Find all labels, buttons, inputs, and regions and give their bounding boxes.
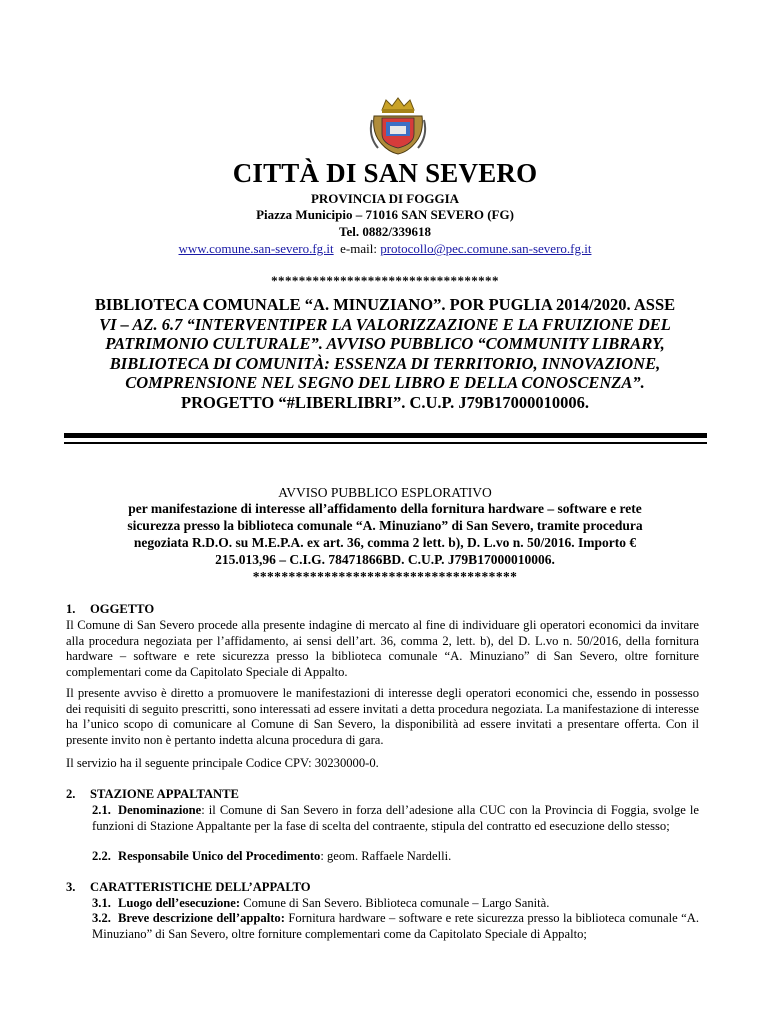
avviso-line-4: 215.013,96 – C.I.G. 78471866BD. C.U.P. J79B17000010006. — [215, 552, 555, 567]
project-title-line-5: COMPRENSIONE NEL SEGNO DEL LIBRO E DELLA CONOSCENZA”. — [125, 373, 645, 393]
section-2-item-2 — [92, 849, 699, 865]
section-3-heading — [66, 880, 311, 895]
divider-thin — [64, 442, 707, 444]
avviso-line-1: per manifestazione di interesse all’affidamento della fornitura hardware – software e rete — [128, 501, 642, 516]
city-name: CITTÀ DI SAN SEVERO — [232, 158, 538, 188]
section-1-title: OGGETTO — [90, 602, 155, 616]
item-number: 2.1. — [92, 803, 111, 817]
section-3-number: 3. — [66, 880, 76, 894]
email-label: e-mail: — [340, 241, 377, 256]
section-1-number: 1. — [66, 602, 76, 616]
project-title-line-6: PROGETTO “#LIBERLIBRI”. C.U.P. J79B17000010006. — [181, 392, 589, 412]
section-1-paragraph-2: Il presente avviso è diretto a promuovere le manifestazioni di interesse degli operatori economici che, essendo in possesso dei requisiti di seguito prescritti, sono interessati ad essere invitati a detta procedura negoziata. La manifestazione di interesse ha l’unico scopo di comunicare al Comune di San Severo, la disponibilità ad essere invitati a presentare offerta. Con il presente invito non è pertanto indetta alcuna procedura di gara. — [66, 686, 699, 747]
address: Piazza Municipio – 71016 SAN SEVERO (FG) — [256, 207, 514, 222]
phone: Tel. 0882/339618 — [339, 224, 431, 239]
item-label: Responsabile Unico del Procedimento — [118, 849, 321, 863]
item-text: : geom. Raffaele Nardelli. — [320, 849, 452, 863]
section-3-title: CARATTERISTICHE DELL’APPALTO — [90, 880, 311, 894]
section-2-number: 2. — [66, 787, 76, 801]
section-2-item-1 — [92, 803, 699, 834]
section-1-paragraph-1: Il Comune di San Severo procede alla presente indagine di mercato al fine di individuare gli operatori economici da invitare alla procedura negoziata per l’affidamento, ai sensi dell’art. 36, comma 2, lett. b), del D. L.vo n. 50/2016, della fornitura hardware – software e rete sicurezza presso la biblioteca comunale “A. Minuziano” di San Severo, oltre forniture complementari come da Capitolato Speciale di Appalto. — [66, 618, 699, 679]
section-2-heading — [66, 787, 239, 802]
section-3-item-1 — [92, 896, 699, 912]
city-crest-icon — [368, 96, 428, 158]
item-number: 3.1. — [92, 896, 111, 910]
item-label: Breve descrizione dell’appalto: — [118, 911, 285, 925]
avviso-body — [60, 500, 710, 585]
website-link[interactable]: www.comune.san-severo.fg.it — [178, 241, 334, 256]
project-title-line-3: PATRIMONIO CULTURALE”. AVVISO PUBBLICO “COMMUNITY LIBRARY, — [105, 334, 665, 354]
avviso-stars: ************************************* — [252, 569, 518, 584]
project-title-line1: BIBLIOTECA COMUNALE “A. MINUZIANO”. POR PUGLIA 2014/2020. ASSE — [94, 295, 676, 314]
section-2-title: STAZIONE APPALTANTE — [90, 787, 239, 801]
item-label: Luogo dell’esecuzione: — [118, 896, 241, 910]
item-label: Denominazione — [118, 803, 202, 817]
avviso-line-2: sicurezza presso la biblioteca comunale “A. Minuziano” di San Severo, tramite procedura — [127, 518, 643, 533]
section-3-item-2 — [92, 911, 699, 942]
avviso-line-3: negoziata R.D.O. su M.E.P.A. ex art. 36, comma 2 lett. b), D. L.vo n. 50/2016. Importo € — [133, 535, 637, 550]
province: PROVINCIA DI FOGGIA — [310, 191, 460, 206]
item-text: Comune di San Severo. Biblioteca comunale – Largo Sanità. — [240, 896, 550, 910]
project-title — [58, 295, 712, 413]
project-title-line-2: VI – AZ. 6.7 “INTERVENTIPER LA VALORIZZAZIONE E LA FRUIZIONE DEL — [99, 314, 671, 334]
email-link[interactable]: protocollo@pec.comune.san-severo.fg.it — [380, 241, 592, 256]
divider-thick — [64, 433, 707, 438]
avviso-title: AVVISO PUBBLICO ESPLORATIVO — [278, 485, 492, 500]
item-number: 3.2. — [92, 911, 111, 925]
project-title-line-1 — [58, 295, 712, 315]
section-1-paragraph-3: Il servizio ha il seguente principale Codice CPV: 30230000-0. — [66, 756, 379, 770]
contact-links — [0, 241, 770, 256]
section-1-heading — [66, 602, 154, 617]
item-number: 2.2. — [92, 849, 111, 863]
item-text: Fornitura hardware – software e rete sicurezza presso la biblioteca comunale “A. Minuziano” di San Severo, oltre forniture complementari come da Capitolato Speciale di Appalto; — [92, 911, 699, 941]
item-text: : il Comune di San Severo in forza dell’adesione alla CUC con la Provincia di Foggia, svolge le funzioni di Stazione Appaltante per la fase di scelta del contraente, stipula del contratto ed esecuzione dello stesso; — [92, 803, 699, 833]
project-title-line-4: BIBLIOTECA DI COMUNITÀ: ESSENZA DI TERRITORIO, INNOVAZIONE, — [109, 353, 661, 373]
header-stars: ********************************* — [271, 273, 499, 288]
